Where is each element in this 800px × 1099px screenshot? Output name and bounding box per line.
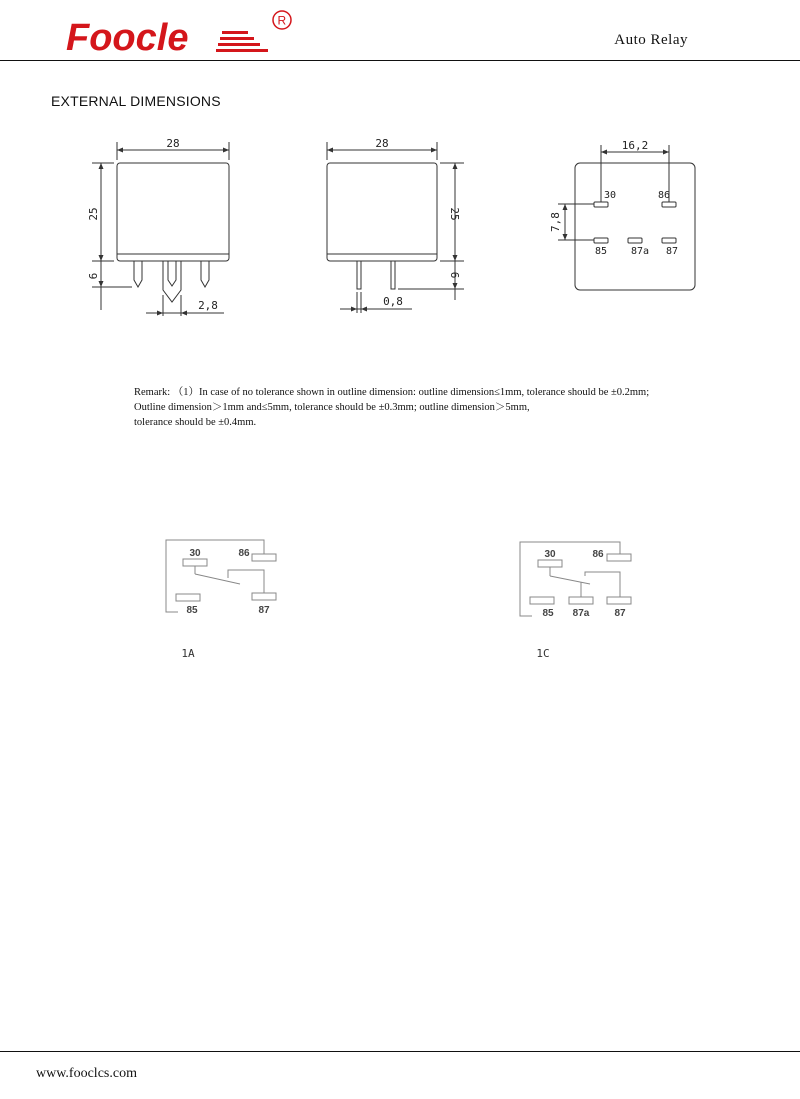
bottom-view-drawing <box>558 145 695 290</box>
bottom-pitch-label: 7,8 <box>549 212 562 232</box>
circuit-1a-pin-85: 85 <box>186 605 198 616</box>
remark-line-3: tolerance should be ±0.4mm. <box>134 417 257 428</box>
remark-line-1: Remark: （1）In case of no tolerance shown in outline dimension: outline dimension≤1mm, tolerance should be ±0.2mm; <box>134 387 650 398</box>
circuit-1c-pin-85: 85 <box>542 608 554 619</box>
side-pin-thickness-label: 0,8 <box>383 295 403 308</box>
pin-30-label: 30 <box>603 190 617 201</box>
side-width-label: 28 <box>375 137 389 150</box>
tolerance-remark <box>134 385 754 430</box>
circuit-1a-pin-86: 86 <box>238 548 250 559</box>
circuit-1c-pin-87a: 87a <box>572 608 590 619</box>
bottom-view-pins <box>594 202 676 243</box>
circuit-diagrams <box>0 530 800 670</box>
circuit-1c-diagram <box>520 542 631 616</box>
remark-line-2: Outline dimension＞1mm and≤5mm, tolerance should be ±0.3mm; outline dimension＞5mm, <box>134 402 530 413</box>
circuit-1a-pin-30: 30 <box>189 548 201 559</box>
front-view-drawing <box>92 142 229 316</box>
registered-mark-letter: R <box>277 13 287 28</box>
pin-85-label: 85 <box>594 246 608 257</box>
brand-logo <box>62 8 302 58</box>
circuit-1c-pin-30: 30 <box>544 549 556 560</box>
circuit-1a-label: 1A <box>181 647 195 660</box>
circuit-1a-pin-87: 87 <box>258 605 270 616</box>
circuit-1c-pin-87: 87 <box>614 608 626 619</box>
front-width-label: 28 <box>166 137 180 150</box>
bottom-span-label: 16,2 <box>621 139 649 152</box>
pin-86-label: 86 <box>657 190 671 201</box>
header-divider <box>0 60 800 61</box>
front-height-label: 25 <box>87 207 100 221</box>
front-pin-width-label: 2,8 <box>198 299 218 312</box>
website-link[interactable]: www.fooclcs.com <box>36 1066 137 1081</box>
brand-logo-text: Foocle <box>66 17 189 58</box>
section-title: EXTERNAL DIMENSIONS <box>51 93 221 109</box>
pin-87a-label: 87a <box>630 246 650 257</box>
logo-speed-lines <box>216 31 268 52</box>
side-view-arrows <box>327 148 458 312</box>
footer-divider <box>0 1051 800 1052</box>
side-view-drawing <box>327 142 464 313</box>
pin-87-label: 87 <box>665 246 679 257</box>
circuit-1c-label: 1C <box>536 647 550 660</box>
product-type: Auto Relay <box>614 32 688 48</box>
circuit-1a-diagram <box>166 540 276 612</box>
external-dimension-drawings <box>0 130 800 330</box>
side-pin-length-label: 6 <box>448 271 461 279</box>
side-height-label: 25 <box>448 207 461 221</box>
front-pin-length-label: 6 <box>87 272 100 280</box>
circuit-1c-pin-86: 86 <box>592 549 604 560</box>
